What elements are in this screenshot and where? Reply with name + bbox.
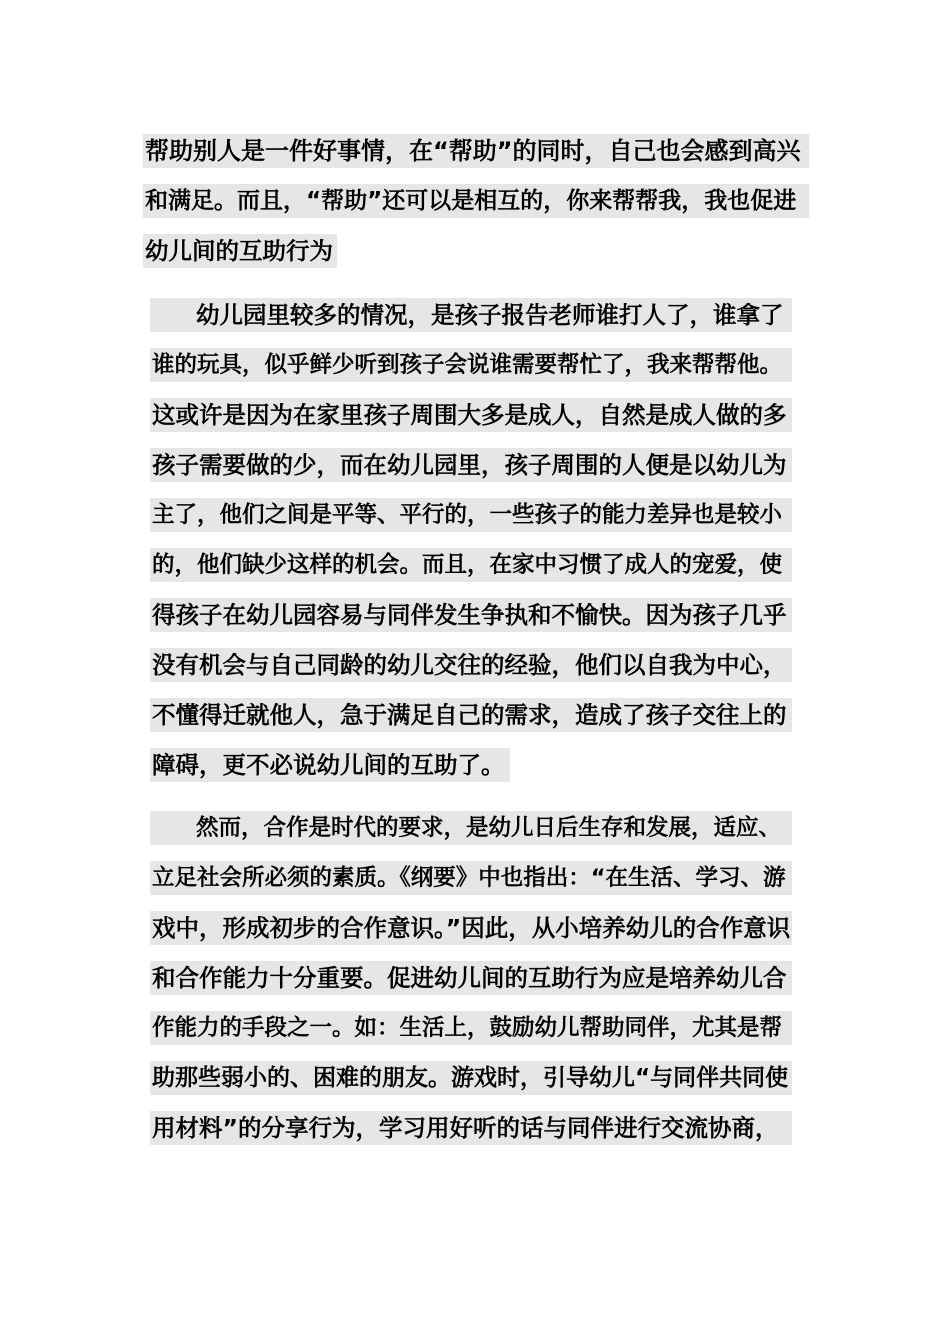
paragraph1-line: 谁的玩具，似乎鲜少听到孩子会说谁需要帮忙了，我来帮帮他。 — [150, 348, 792, 382]
paragraph2-line: 用材料”的分享行为，学习用好听的话与同伴进行交流协商， — [150, 1111, 792, 1145]
paragraph2-line: 和合作能力十分重要。促进幼儿间的互助行为应是培养幼儿合 — [150, 961, 792, 995]
paragraph2-line: 戏中，形成初步的合作意识。”因此，从小培养幼儿的合作意识 — [150, 911, 792, 945]
paragraph1-line: 这或许是因为在家里孩子周围大多是成人，自然是成人做的多 — [150, 398, 792, 432]
paragraph1-line: 不懂得迁就他人，急于满足自己的需求，造成了孩子交往上的 — [150, 698, 792, 732]
paragraph2-line: 立足社会所必须的素质。《纲要》中也指出：“在生活、学习、游 — [150, 861, 792, 895]
paragraph2-line: 然而，合作是时代的要求，是幼儿日后生存和发展，适应、 — [150, 811, 792, 845]
paragraph1-line: 主了，他们之间是平等、平行的，一些孩子的能力差异也是较小 — [150, 498, 792, 532]
paragraph2-line: 助那些弱小的、困难的朋友。游戏时，引导幼儿“与同伴共同使 — [150, 1061, 792, 1095]
paragraph2-line: 作能力的手段之一。如：生活上，鼓励幼儿帮助同伴，尤其是帮 — [150, 1011, 792, 1045]
paragraph1-line: 障碍，更不必说幼儿间的互助了。 — [150, 748, 510, 782]
paragraph1-line: 的，他们缺少这样的机会。而且，在家中习惯了成人的宠爱，使 — [150, 548, 792, 582]
paragraph1-line: 幼儿园里较多的情况，是孩子报告老师谁打人了，谁拿了 — [150, 298, 792, 332]
intro-line: 和满足。而且，“帮助”还可以是相互的，你来帮帮我，我也促进 — [143, 184, 809, 218]
paragraph1-line: 没有机会与自己同龄的幼儿交往的经验，他们以自我为中心， — [150, 648, 792, 682]
paragraph1-line: 得孩子在幼儿园容易与同伴发生争执和不愉快。因为孩子几乎 — [150, 598, 792, 632]
intro-line: 帮助别人是一件好事情，在“帮助”的同时，自己也会感到高兴 — [143, 134, 809, 168]
intro-line: 幼儿间的互助行为 — [143, 234, 337, 268]
paragraph1-line: 孩子需要做的少，而在幼儿园里，孩子周围的人便是以幼儿为 — [150, 448, 792, 482]
